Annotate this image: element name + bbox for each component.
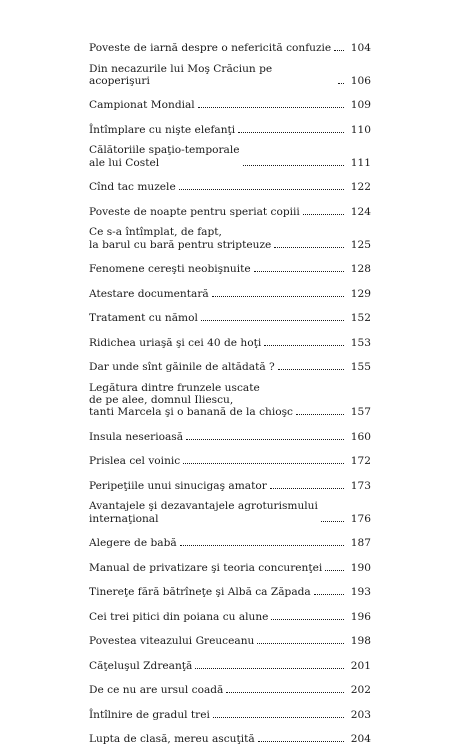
toc-entry-title: Fenomene cereşti neobişnuite bbox=[89, 263, 251, 276]
toc-entry-title: De ce nu are ursul coadă bbox=[89, 684, 224, 697]
toc-entry-title: Tratament cu nămol bbox=[89, 312, 198, 325]
toc-entry-title: Poveste de iarnă despre o nefericită confuzie bbox=[89, 41, 332, 54]
dot-leader bbox=[338, 71, 344, 84]
table-of-contents bbox=[89, 38, 371, 754]
toc-entry-page-number: 173 bbox=[350, 479, 371, 492]
toc-entry bbox=[89, 177, 371, 193]
toc-entry-title: Atestare documentară bbox=[89, 287, 209, 300]
dot-leader bbox=[226, 680, 344, 693]
dot-leader bbox=[212, 284, 344, 297]
dot-leader bbox=[183, 451, 344, 464]
toc-entry-title: Călătoriile spaţio-temporale ale lui Costel bbox=[89, 144, 240, 169]
toc-entry-title: Avantajele şi dezavantajele agroturismului internaţional bbox=[89, 500, 318, 525]
toc-entry-title: Ce s-a întîmplat, de fapt, la barul cu bară pentru stripteuze bbox=[89, 226, 272, 251]
toc-entry-title: Peripeţiile unui sinucigaş amator bbox=[89, 479, 267, 492]
dot-leader bbox=[321, 509, 344, 522]
toc-entry bbox=[89, 451, 371, 467]
dot-leader bbox=[270, 476, 344, 489]
toc-entry bbox=[89, 144, 371, 168]
toc-entry-page-number: 129 bbox=[350, 287, 371, 300]
toc-entry-title: Din necazurile lui Moş Crăciun pe acoperişuri bbox=[89, 62, 273, 87]
dot-leader bbox=[303, 202, 344, 215]
toc-entry-title: Tinereţe fără bătrîneţe şi Albă ca Zăpada bbox=[89, 586, 311, 599]
toc-entry-page-number: 160 bbox=[350, 430, 371, 443]
toc-entry bbox=[89, 607, 371, 623]
dot-leader bbox=[264, 333, 344, 346]
dot-leader bbox=[243, 153, 344, 166]
dot-leader bbox=[325, 558, 344, 571]
dot-leader bbox=[257, 631, 344, 644]
toc-entry bbox=[89, 308, 371, 324]
dot-leader bbox=[271, 607, 344, 620]
toc-entry-title: Povestea viteazului Greuceanu bbox=[89, 635, 255, 648]
toc-entry-title: Manual de privatizare şi teoria concurenţei bbox=[89, 561, 323, 574]
toc-entry bbox=[89, 38, 371, 54]
toc-entry bbox=[89, 427, 371, 443]
toc-entry bbox=[89, 333, 371, 349]
dot-leader bbox=[195, 656, 344, 669]
toc-entry-page-number: 122 bbox=[350, 181, 371, 194]
toc-entry-page-number: 176 bbox=[350, 512, 371, 525]
toc-entry-title: Întîlnire de gradul trei bbox=[89, 708, 210, 721]
toc-entry bbox=[89, 120, 371, 136]
dot-leader bbox=[274, 235, 344, 248]
dot-leader bbox=[180, 533, 344, 546]
toc-entry bbox=[89, 705, 371, 721]
toc-entry-page-number: 203 bbox=[350, 708, 371, 721]
toc-entry-page-number: 153 bbox=[350, 336, 371, 349]
toc-entry bbox=[89, 558, 371, 574]
toc-entry-page-number: 155 bbox=[350, 361, 371, 374]
toc-entry-title: Legătura dintre frunzele uscate de pe alee, domnul Iliescu, tanti Marcela şi o banană de la chioşc bbox=[89, 381, 293, 419]
toc-entry bbox=[89, 631, 371, 647]
toc-entry-title: Alegere de babă bbox=[89, 537, 177, 550]
toc-entry bbox=[89, 476, 371, 492]
toc-entry-title: Dar unde sînt găinile de altădată ? bbox=[89, 361, 275, 374]
toc-entry-page-number: 128 bbox=[350, 263, 371, 276]
toc-entry-page-number: 106 bbox=[350, 74, 371, 87]
toc-entry-page-number: 193 bbox=[350, 586, 371, 599]
toc-entry-page-number: 124 bbox=[350, 205, 371, 218]
toc-entry-page-number: 111 bbox=[350, 156, 371, 169]
dot-leader bbox=[213, 705, 344, 718]
toc-entry bbox=[89, 500, 371, 524]
toc-entry-title: Ridichea uriaşă şi cei 40 de hoţi bbox=[89, 336, 262, 349]
toc-entry bbox=[89, 357, 371, 373]
toc-entry-page-number: 204 bbox=[350, 733, 371, 746]
toc-entry-page-number: 201 bbox=[350, 659, 371, 672]
toc-entry-page-number: 109 bbox=[350, 99, 371, 112]
toc-entry-title: Prislea cel voinic bbox=[89, 455, 181, 468]
dot-leader bbox=[238, 120, 344, 133]
toc-entry bbox=[89, 656, 371, 672]
toc-entry bbox=[89, 284, 371, 300]
toc-entry-page-number: 198 bbox=[350, 635, 371, 648]
toc-entry bbox=[89, 582, 371, 598]
toc-entry-title: Campionat Mondial bbox=[89, 99, 195, 112]
toc-entry bbox=[89, 382, 371, 419]
toc-entry-title: Lupta de clasă, mereu ascuţită bbox=[89, 733, 255, 746]
toc-entry-page-number: 190 bbox=[350, 561, 371, 574]
toc-entry-page-number: 152 bbox=[350, 312, 371, 325]
dot-leader bbox=[186, 427, 344, 440]
toc-entry-title: Cînd tac muzele bbox=[89, 181, 176, 194]
toc-entry-page-number: 157 bbox=[350, 406, 371, 419]
toc-entry bbox=[89, 226, 371, 250]
toc-entry bbox=[89, 95, 371, 111]
toc-entry-page-number: 196 bbox=[350, 610, 371, 623]
dot-leader bbox=[278, 357, 344, 370]
toc-entry-page-number: 125 bbox=[350, 238, 371, 251]
dot-leader bbox=[314, 582, 344, 595]
dot-leader bbox=[334, 38, 344, 51]
dot-leader bbox=[198, 95, 344, 108]
dot-leader bbox=[201, 308, 344, 321]
dot-leader bbox=[254, 259, 344, 272]
toc-entry bbox=[89, 729, 371, 745]
toc-entry-page-number: 187 bbox=[350, 537, 371, 550]
toc-entry-page-number: 172 bbox=[350, 455, 371, 468]
toc-entry bbox=[89, 533, 371, 549]
toc-entry-page-number: 202 bbox=[350, 684, 371, 697]
toc-entry-title: Cei trei pitici din poiana cu alune bbox=[89, 610, 269, 623]
toc-entry-title: Insula neserioasă bbox=[89, 430, 184, 443]
toc-entry-title: Întîmplare cu nişte elefanţi bbox=[89, 123, 236, 136]
toc-entry bbox=[89, 259, 371, 275]
toc-entry bbox=[89, 63, 371, 87]
toc-entry-page-number: 110 bbox=[350, 123, 371, 136]
dot-leader bbox=[258, 729, 344, 742]
toc-entry-page-number: 104 bbox=[350, 41, 371, 54]
toc-entry-title: Căţeluşul Zdreanţă bbox=[89, 659, 193, 672]
dot-leader bbox=[296, 402, 344, 415]
toc-entry-title: Poveste de noapte pentru speriat copiii bbox=[89, 205, 300, 218]
dot-leader bbox=[179, 177, 344, 190]
toc-entry bbox=[89, 202, 371, 218]
toc-entry bbox=[89, 680, 371, 696]
